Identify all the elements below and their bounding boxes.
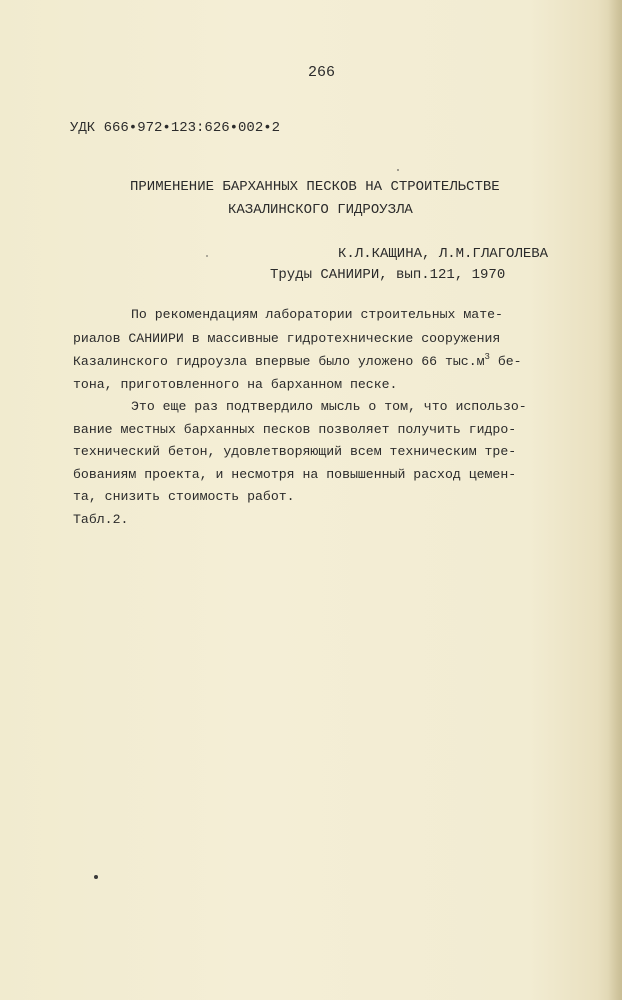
title-line-2: КАЗАЛИНСКОГО ГИДРОУЗЛА [228, 202, 413, 218]
body-line-5: Это еще раз подтвердило мысль о том, что использо- [131, 399, 527, 414]
body-line-6: вание местных барханных песков позволяет получить гидро- [73, 422, 517, 437]
authors: К.Л.КАЩИНА, Л.М.ГЛАГОЛЕВА [338, 246, 549, 262]
body-line-3-end: бе- [489, 354, 522, 369]
source-citation: Труды САНИИРИ, вып.121, 1970 [270, 267, 506, 283]
page-number: 266 [308, 64, 336, 81]
body-line-8: бованиям проекта, и несмотря на повышенный расход цемен- [73, 467, 517, 482]
superscript-3: 3 [484, 352, 490, 362]
body-line-7: технический бетон, удовлетворяющий всем техническим тре- [73, 444, 517, 459]
body-line-3 [73, 353, 522, 372]
ink-speck [206, 255, 208, 257]
udc-code: УДК 666•972•123:626•002•2 [70, 120, 281, 136]
table-reference: Табл.2. [73, 512, 129, 527]
body-line-1: По рекомендациям лаборатории строительных мате- [131, 307, 503, 322]
body-line-9: та, снизить стоимость работ. [73, 489, 295, 504]
title-line-1: ПРИМЕНЕНИЕ БАРХАННЫХ ПЕСКОВ НА СТРОИТЕЛЬСТВЕ [130, 179, 500, 195]
body-line-2: риалов САНИИРИ в массивные гидротехнические сооружения [73, 331, 501, 346]
body-line-3-text: Казалинского гидроузла впервые было уложено 66 тыс.м [73, 354, 485, 369]
body-line-4: тона, приготовленного на барханном песке. [73, 377, 398, 392]
ink-speck [397, 169, 399, 171]
ink-speck [94, 875, 98, 879]
